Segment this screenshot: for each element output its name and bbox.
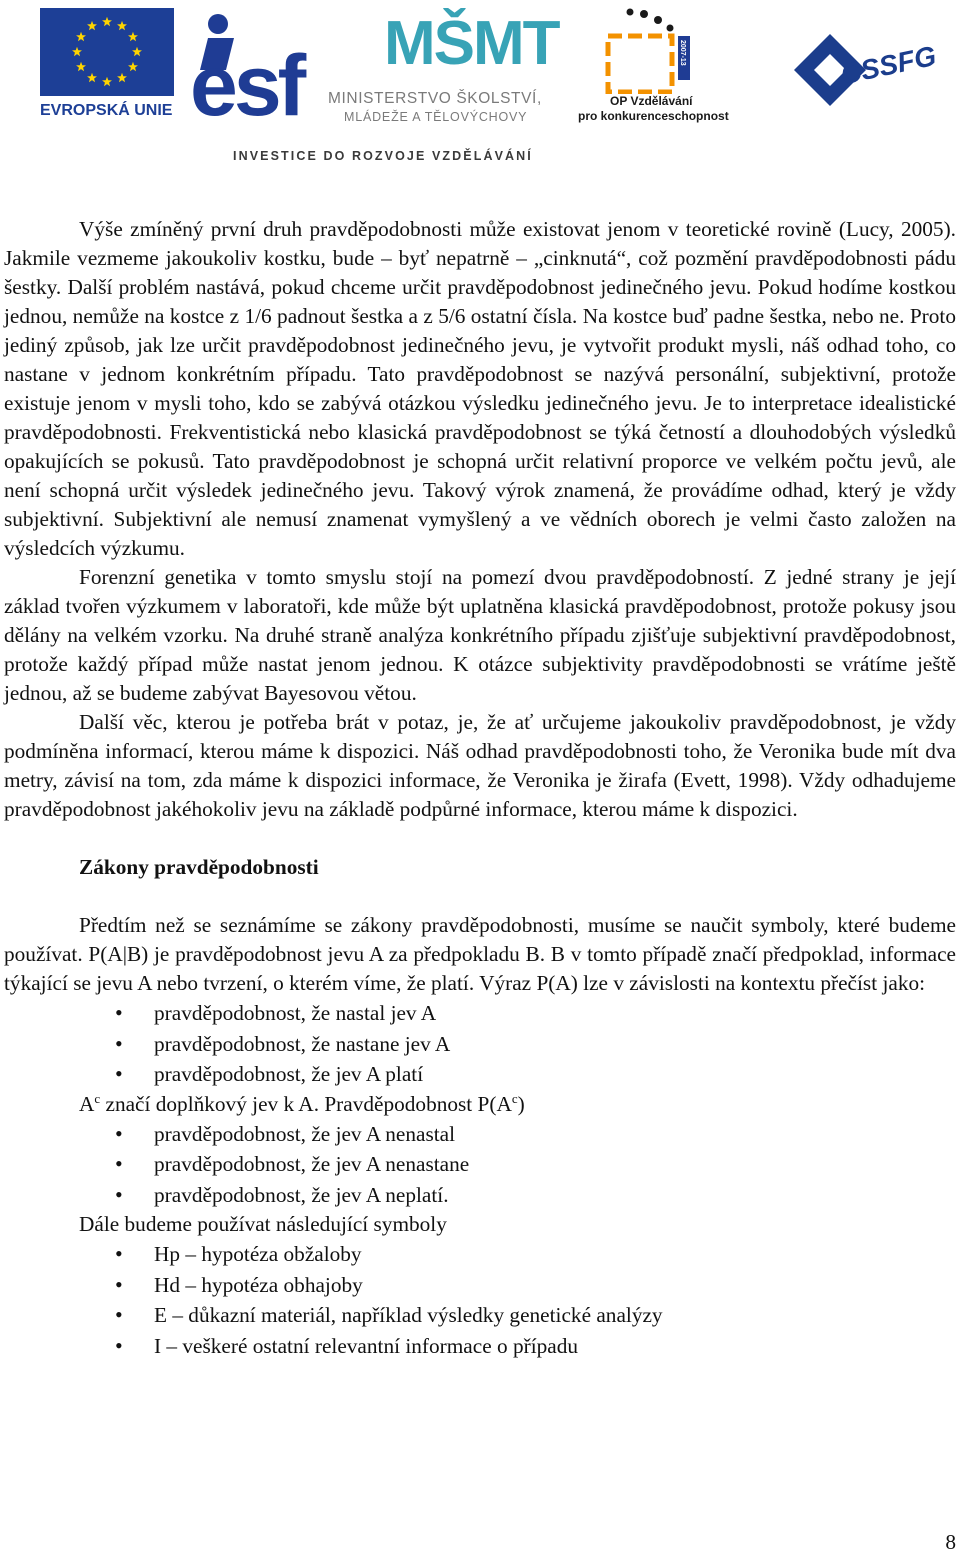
paragraph-1: Výše zmíněný první druh pravděpodobnosti může existovat jenom v teoretické rovině (Lucy, 2005). Jakmile vezmeme jakoukoliv kostku, bude – byť nepatrně – „cinknutá“, což pozmění pravděpodobnosti pádu šestky. Další problém nastává, pokud chceme určit pravděpodobnost jedinečného jevu. Pokud hodíme kostkou jednou, nemůže na kostce z 1/6 padnout šestka a z 5/6 ostatní čísla. Na kostce buď padne šestka, nebo ne. Proto jediný způsob, jak lze určit pravděpodobnost jedinečného jevu, je vytvořit produkt mysli, náš odhad toho, co nastane v jednom konkrétním případu. Tato pravděpodobnost se nazývá personální, subjektivní, protože existuje jenom v mysli toho, kdo se zabývá otázkou výsledku jedinečného jevu. Je to interpretace idealistické pravděpodobnosti. Frekventistická nebo klasická pravděpodobnost se týká četností a dlouhodobých výsledků opakujících se pokusů. Tato pravděpodobnost je schopná určit relativní proporce ve velkém počtu jevů, ale není schopná určit výsledek jedinečného jevu. Takový výrok znamená, že provádíme odhad, který je vždy subjektivní. Subjektivní ale nemusí znamenat vymyšlený a ve vědních oborech je velmi často založen na výsledcích výzkumu. [4, 217, 956, 560]
op-years: 2007-13 [679, 40, 686, 66]
op-line1: OP Vzdělávání [610, 94, 693, 108]
eu-flag-icon [40, 8, 174, 96]
section-heading: Zákony pravděpodobnosti [79, 855, 319, 879]
investice-banner: INVESTICE DO ROZVOJE VZDĚLÁVÁNÍ [233, 149, 533, 163]
msmt-logo [326, 8, 571, 126]
symbols-intro: Dále budeme používat následující symboly [79, 1212, 447, 1236]
list-item: • E – důkazní materiál, například výsledky genetické analýzy [4, 1300, 956, 1331]
list-item: • Hd – hypotéza obhajoby [4, 1270, 956, 1301]
spacer [4, 882, 956, 911]
page-number: 8 [945, 1530, 956, 1554]
complement-list [4, 1119, 956, 1211]
op-line2: pro konkurenceschopnost [578, 109, 729, 123]
cssfg-label: CSSFG [838, 39, 939, 91]
complement-pre: A [79, 1091, 95, 1116]
complement-definition [4, 1090, 956, 1119]
eu-logo [40, 8, 174, 119]
spacer [4, 824, 956, 853]
list-item: • pravděpodobnost, že jev A nenastane [4, 1149, 956, 1180]
header-logos [0, 0, 960, 175]
ministry-line2: MLÁDEŽE A TĚLOVÝCHOVY [344, 110, 528, 124]
complement-sup: c [94, 1090, 101, 1106]
list-item: • pravděpodobnost, že jev A platí [4, 1059, 956, 1090]
complement-mid: značí doplňkový jev k A. Pravděpodobnost P(A [100, 1091, 512, 1116]
esf-label: esf [190, 38, 303, 134]
complement-end: ) [517, 1091, 525, 1116]
list-item: • Hp – hypotéza obžaloby [4, 1239, 956, 1270]
op-logo [578, 8, 728, 126]
list-item: • pravděpodobnost, že nastane jev A [4, 1029, 956, 1060]
list-item: • pravděpodobnost, že jev A neplatí. [4, 1180, 956, 1211]
list-item: • pravděpodobnost, že nastal jev A [4, 998, 956, 1029]
list-item: • I – veškeré ostatní relevantní informace o případu [4, 1331, 956, 1362]
paragraph-2: Forenzní genetika v tomto smyslu stojí na pomezí dvou pravděpodobností. Z jedné strany je její základ tvořen výzkumem v laboratoři, kde může být uplatněna klasická pravděpodobnost, protože pokusy jsou dělány na velkém vzorku. Na druhé straně analýza konkrétního případu zjišťuje subjektivní pravděpodobnost, protože každý případ může nastat jenom jednou. K otázce subjektivity pravděpodobnosti se vrátíme ještě jednou, až se budeme zabývat Bayesovou větou. [4, 565, 956, 705]
symbols-list [4, 1239, 956, 1361]
list-item: • pravděpodobnost, že jev A nenastal [4, 1119, 956, 1150]
section-intro: Předtím než se seznámíme se zákony pravděpodobnosti, musíme se naučit symboly, které budeme používat. P(A|B) je pravděpodobnost jevu A za předpokladu B. B v tomto případě značí předpoklad, informace týkající se jevu A nebo tvrzení, o kterém víme, že platí. Výraz P(A) lze v závislosti na kontextu přečíst jako: [4, 913, 956, 995]
msmt-label: MŠMT [384, 9, 559, 78]
eu-label: EVROPSKÁ UNIE [40, 102, 173, 119]
cssfg-logo [790, 30, 950, 120]
complement-sup2: c [511, 1090, 518, 1106]
meaning-list [4, 998, 956, 1090]
document-body [4, 215, 956, 1361]
paragraph-3: Další věc, kterou je potřeba brát v potaz, je, že ať určujeme jakoukoliv pravděpodobnost, je vždy podmíněna informací, kterou máme k dispozici. Náš odhad pravděpodobnosti toho, že Veronika bude mít dva metry, závisí na tom, zda máme k dispozici informace, že Veronika je žirafa (Evett, 1998). Vždy odhadujeme pravděpodobnost jakéhokoliv jevu na základě podpůrné informace, kterou máme k dispozici. [4, 710, 956, 821]
esf-logo [186, 10, 316, 134]
ministry-line1: MINISTERSTVO ŠKOLSTVÍ, [328, 90, 542, 107]
